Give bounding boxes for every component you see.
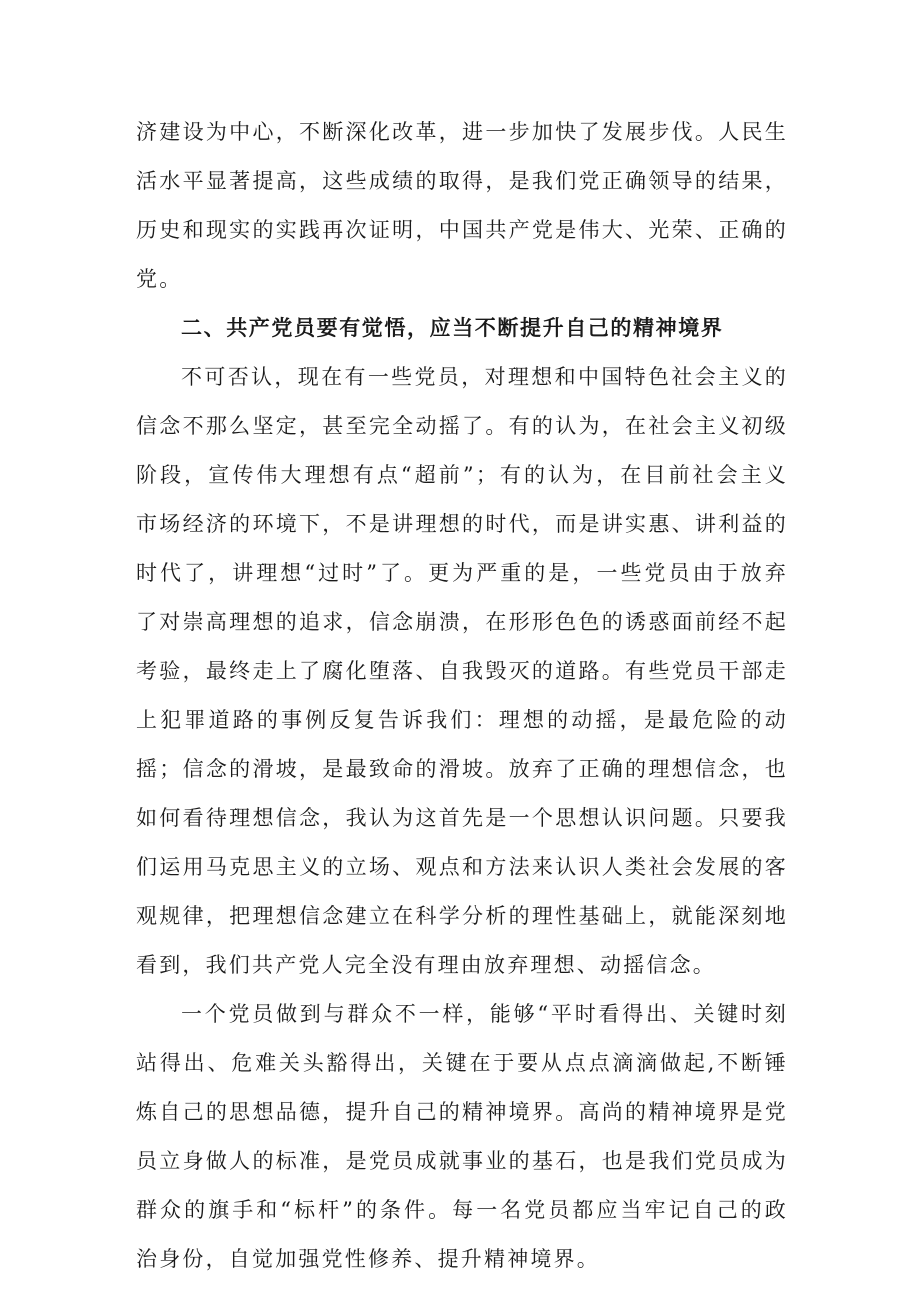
section-heading: 二、共产党员要有觉悟，应当不断提升自己的精神境界 <box>181 316 724 340</box>
body-paragraph-1: 不可否认，现在有一些党员，对理想和中国特色社会主义的信念不那么坚定，甚至完全动摇了。有的认为，在社会主义初级阶段，宣传伟大理想有点“超前”；有的认为，在目前社会主义市场经济的环境下，不是讲理想的时代，而是讲实惠、讲利益的时代了，讲理想“过时”了。更为严重的是，一些党员由于放弃了对崇高理想的追求，信念崩溃，在形形色色的诱惑面前经不起考验，最终走上了腐化堕落、自我毁灭的道路。有些党员干部走上犯罪道路的事例反复告诉我们：理想的动摇，是最危险的动摇；信念的滑坡，是最致命的滑坡。放弃了正确的理想信念，也如何看待理想信念，我认为这首先是一个思想认识问题。只要我们运用马克思主义的立场、观点和方法来认识人类社会发展的客观规律，把理想信念建立在科学分析的理性基础上，就能深刻地看到，我们共产党人完全没有理由放弃理想、动摇信念。 <box>136 365 788 977</box>
continued-paragraph: 济建设为中心，不断深化改革，进一步加快了发展步伐。人民生活水平显著提高，这些成绩的取得，是我们党正确领导的结果，历史和现实的实践再次证明，中国共产党是伟大、光荣、正确的党。 <box>136 120 788 291</box>
document-body <box>136 108 788 1284</box>
body-paragraph-2: 一个党员做到与群众不一样，能够“平时看得出、关键时刻站得出、危难关头豁得出，关键在于要从点点滴滴做起,不断锤炼自己的思想品德，提升自己的精神境界。高尚的精神境界是党员立身做人的标准，是党员成就事业的基石，也是我们党员成为群众的旗手和“标杆”的条件。每一名党员都应当牢记自己的政治身份，自觉加强党性修养、提升精神境界。 <box>136 1002 788 1271</box>
